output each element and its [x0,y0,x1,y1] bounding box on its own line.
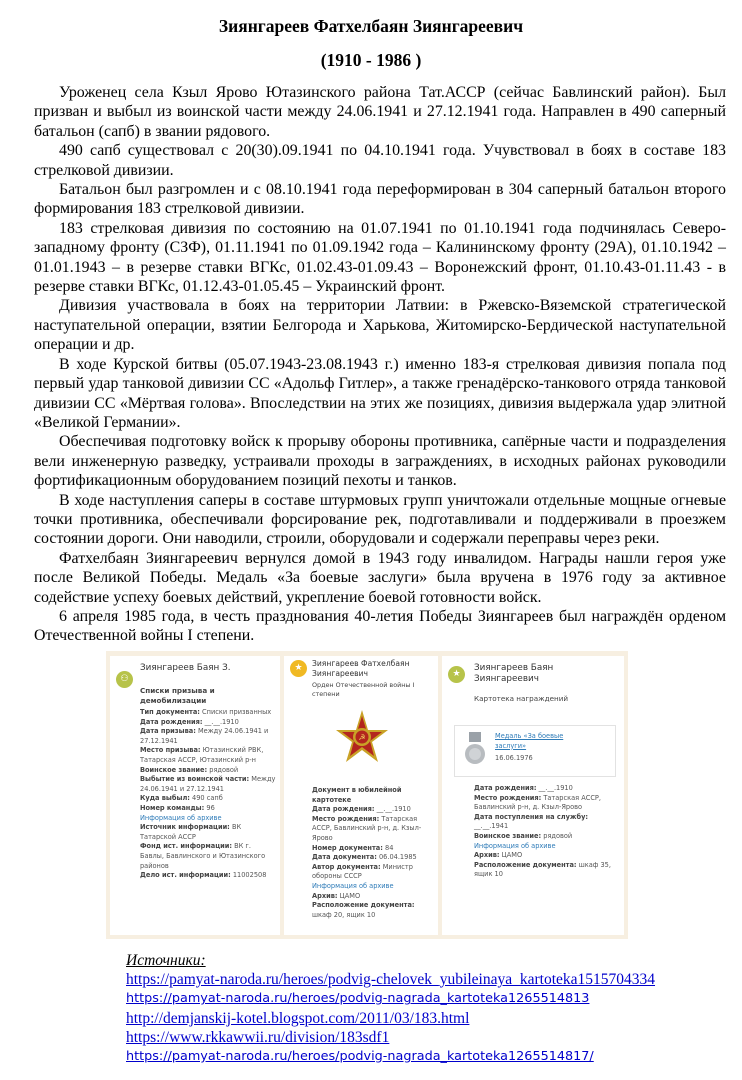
card-subtitle: Орден Отечественной войны I степени [312,681,415,698]
medal-icon [463,732,487,770]
field-value: Ютазинский РВК, Татарская АССР, Ютазинский р-н [140,746,264,764]
conscription-card [110,656,280,935]
card-field [140,794,276,804]
card-field [140,766,276,776]
award-icon: ★ [290,660,307,677]
card-fields [140,708,276,881]
card-field [140,804,276,814]
card-fields [312,786,432,920]
field-label: Дата призыва: [140,727,196,736]
field-label: Место призыва: [140,746,201,755]
source-link[interactable]: http://demjanskij-kotel.blogspot.com/2011/03/183.html [126,1009,470,1027]
field-label: Расположение документа: [474,860,577,869]
field-value: 490 сапб [192,794,223,803]
life-years: (1910 - 1986 ) [320,50,422,70]
card-fields [474,784,616,880]
field-value: шкаф 35, ящик 10 [474,860,611,879]
card-field [140,842,276,871]
field-label: Дата документа: [312,853,377,862]
card-subtitle: Списки призыва и демобилизации [140,686,215,705]
card-field [312,901,432,920]
archive-info-link[interactable]: Информация об архиве [140,813,222,822]
field-value: Министр обороны СССР [312,862,413,881]
biography-text [34,83,726,646]
field-value: __.__.1910 [204,717,239,726]
paragraph: Уроженец села Кзыл Ярово Ютазинского района Тат.АССР (сейчас Бавлинский район). Был призван и выбыл из воинской части между 24.06.1941 и 27.12.1941 года. Направлен в 490 саперный батальон (сапб) в звании рядового. [34,84,726,140]
field-label: Расположение документа: [312,901,415,910]
field-value: рядовой [209,765,239,774]
field-label: Воинское звание: [474,831,542,840]
card-field [474,832,616,842]
card-field [474,784,616,794]
page-title: Зиянгареев Фатхелбаян Зиянгареевич [218,16,524,36]
field-label: Дело ист. информации: [140,871,231,880]
card-field [312,853,432,863]
paragraph: В ходе наступления саперы в составе штурмовых групп уничтожали отдельные мощные огневые точки противника, обеспечивали форсирование рек, подготавливали и поддерживали в проезжем состоянии дороги. Они наводили, строили, оборудовали и содержали переправы через реки. [34,491,726,548]
paragraph: 183 стрелковая дивизия по состоянию на 01.07.1941 по 01.10.1941 года подчинялась Северо-западному фронту (СЗФ), 01.11.1941 по 01.09.1942 года – Калининскому фронту (29А), 01.10.1942 – 01.01.1943 – в резерве ставки ВГКс, 01.02.43-01.09.43 – Воронежский фронт, 01.10.43-01.11.43 - в резерве ставки ВГКс, 01.12.43-01.05.45 – Украинский фронт. [34,219,726,296]
field-value: шкаф 20, ящик 10 [312,910,376,919]
svg-text:☭: ☭ [358,733,366,742]
field-label: Место рождения: [312,814,380,823]
field-value: ВК Татарской АССР [140,823,242,841]
paragraph: Дивизия участвовала в боях на территории Латвии: в Ржевско-Вяземской стратегической наступательной операции, взятии Белгорода и Харькова, Житомирско-Бердической наступательной операции и др. [34,297,726,354]
order-card [284,656,438,935]
card-field [474,851,616,861]
card-field [312,805,432,815]
field-value: ЦАМО [501,851,523,860]
award-box [454,725,616,777]
card-field [140,871,276,881]
source-link[interactable]: https://www.rkkawwii.ru/division/183sdf1 [126,1028,390,1046]
sources-heading: Источники: [126,952,206,969]
card-field [140,727,276,746]
field-label: Выбытие из воинской части: [140,775,250,784]
card-field [312,815,432,844]
field-value: рядовой [543,831,573,840]
field-value: Между 24.06.1941 и 27.12.1941 [140,775,276,793]
field-value: Татарская АССР, Бавлинский р-н, д. Кзыл-Ярово [474,793,601,812]
people-icon: ⚇ [116,671,133,688]
field-label: Документ в юбилейной картотеке [312,786,402,804]
award-link[interactable]: Медаль «За боевые заслуги» [495,732,564,750]
paragraph: 490 сапб существовал с 20(30).09.1941 по 04.10.1941 года. Учувствовал в боях в составе 183 стрелковой дивизии. [34,142,726,179]
field-label: Номер документа: [312,843,383,852]
field-value: Списки призванных [202,708,272,716]
card-field [140,823,276,842]
order-star-icon [334,708,390,774]
field-label: Дата рождения: [474,784,537,792]
source-link[interactable]: https://pamyat-naroda.ru/heroes/podvig-nagrada_kartoteka1265514817/ [126,1049,594,1065]
card-field [140,718,276,728]
field-label: Источник информации: [140,823,230,832]
archive-info-link[interactable]: Информация об архиве [312,881,394,890]
card-field [474,861,616,880]
archive-cards-image [106,651,628,939]
card-field [312,863,432,882]
field-label: Воинское звание: [140,765,208,774]
sources-block [126,951,655,1066]
field-value: 06.04.1985 [378,853,417,862]
paragraph: В ходе Курской битвы (05.07.1943-23.08.1943 г.) именно 183-я стрелковая дивизия попала под первый удар танковой дивизии СС «Адольф Гитлер», а также гренадёрско-танкового отряда танковой дивизии СС «Мёртвая голова». Впоследствии на этих же позициях, дивизия выдержала удар элитной «Великой Германии». [34,355,726,431]
card-field [312,786,432,805]
field-value: ВК г. Бавлы, Бавлинского и Ютазинского районов [140,842,266,870]
field-label: Архив: [474,851,500,860]
card-subtitle: Картотека награждений [474,694,569,703]
card-field [312,892,432,902]
field-value: 11002508 [232,871,267,880]
source-link[interactable]: https://pamyat-naroda.ru/heroes/podvig-nagrada_kartoteka1265514813 [126,991,590,1007]
card-field [140,775,276,794]
paragraph: Батальон был разгромлен и с 08.10.1941 года переформирован в 304 саперный батальон второго формирования 183 стрелковой дивизии. [34,181,726,218]
field-label: Место рождения: [474,793,542,802]
card-field [312,844,432,854]
field-label: Автор документа: [312,862,381,871]
paragraph: Фатхелбаян Зиянгареевич вернулся домой в 1943 году инвалидом. Награды нашли героя уже после Великой Победы. Медаль «За боевые заслуги» была вручена в 1976 году за активное содействие успеху боевых действий, укрепление боевой готовности войск. [34,549,726,606]
field-value: Татарская АССР, Бавлинский р-н, д. Кзыл-Ярово [312,814,422,842]
field-label: Архив: [312,891,338,900]
field-value: __.__.1941 [474,822,509,831]
paragraph: Обеспечивая подготовку войск к прорыву обороны противника, сапёрные части и подразделения вели инженерную разведку, устраивали проходы в заграждениях, в исходных районах руководили фортификационным оборудованием позиций пехоты и танков. [34,433,726,490]
field-value: ЦАМО [339,891,361,900]
field-label: Куда выбыл: [140,794,190,803]
field-label: Дата рождения: [312,805,375,814]
card-field [474,794,616,813]
awards-card [442,656,624,935]
field-value: __.__.1910 [538,784,573,792]
card-field [140,708,276,718]
card-person-name: Зиянгареев Баян З. [140,663,231,673]
field-value: 84 [385,843,394,852]
field-value: 96 [206,803,215,812]
archive-info-link[interactable]: Информация об архиве [474,841,556,850]
award-icon: ★ [448,666,465,683]
card-person-name: Зиянгареев Фатхелбаян Зиянгареевич [312,659,410,678]
field-label: Номер команды: [140,803,205,812]
field-label: Тип документа: [140,708,200,716]
field-value: Между 24.06.1941 и 27.12.1941 [140,727,269,745]
award-date: 16.06.1976 [495,754,533,762]
field-value: __.__.1910 [376,805,411,814]
paragraph: 6 апреля 1985 года, в честь празднования 40-летия Победы Зиянгареев был награждён орденом Отечественной войны I степени. [34,607,726,645]
field-label: Дата поступления на службу: [474,812,589,821]
source-link[interactable]: https://pamyat-naroda.ru/heroes/podvig-chelovek_yubileinaya_kartoteka1515704334 [126,971,656,989]
card-person-name: Зиянгареев Баян Зиянгареевич [474,663,554,684]
card-field [474,813,616,832]
field-label: Дата рождения: [140,717,203,726]
field-label: Фонд ист. информации: [140,842,232,851]
card-field [140,746,276,765]
